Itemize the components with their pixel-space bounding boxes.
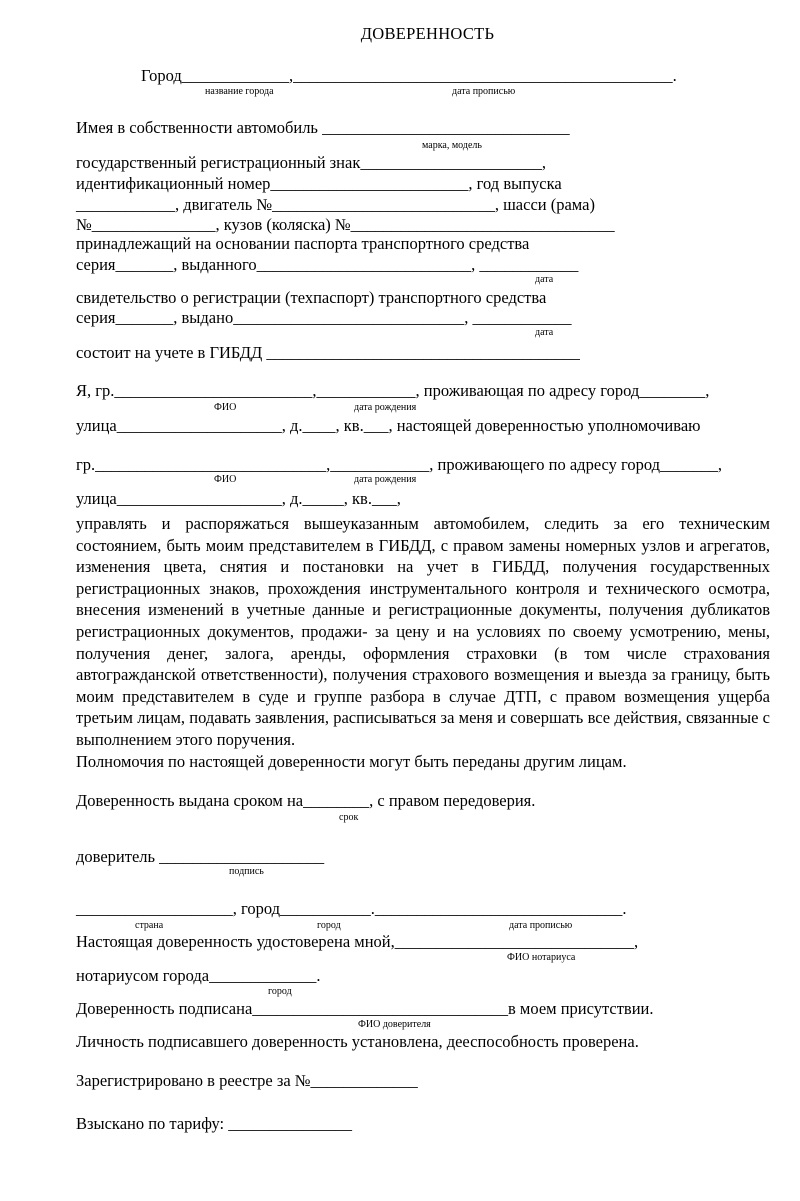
caption-city-name: название города xyxy=(205,86,274,97)
caption-term: срок xyxy=(339,812,359,823)
notary-city-line: нотариусом города_____________. xyxy=(76,966,321,985)
owner-line: Имея в собственности автомобиль ______________________________ xyxy=(76,118,570,137)
caption-signature: подпись xyxy=(229,866,264,877)
registry-line: Зарегистрировано в реестре за №_____________ xyxy=(76,1071,418,1090)
registered-line: состоит на учете в ГИБДД ______________________________________ xyxy=(76,343,580,362)
certified-line: Настоящая доверенность удостоверена мной,_____________________________, xyxy=(76,932,639,951)
fee-line: Взыскано по тарифу: _______________ xyxy=(76,1114,353,1133)
powers-paragraph: управлять и распоряжаться вышеуказанным автомобилем, следить за его техническим состоянием, быть моим представителем в ГИБДД, с правом замены номерных узлов и агрегатов, изменения цвета, снятия и постановки на учет в ГИБДД, получения государственных регистрационных знаков, прохождения инструментального контроля и технического осмотра, внесения изменений в учетные данные и регистрационные документы, получения дубликатов регистрационных документов, продажи- за цену и на условиях по своему усмотрению, мены, получения денег, залога, аренды, оформления страховки (в том числе страхования автогражданской ответственности), получения страхового возмещения и выезда за границу, быть моим представителем в суде и группе разбора в случае ДТП, с правом возмещения ущерба третьим лицам, подавать заявления, расписываться за меня и совершать все действия, связанные с выполнением этого поручения. xyxy=(76,514,770,749)
pts-series-line: серия_______, выданного__________________________, ____________ xyxy=(76,255,579,274)
caption-principal-fio: ФИО доверителя xyxy=(358,1019,431,1030)
term-line: Доверенность выдана сроком на________, с правом передоверия. xyxy=(76,791,536,810)
engine-line: ____________, двигатель №___________________________, шасси (рама) xyxy=(76,195,595,214)
belongs-line: принадлежащий на основании паспорта транспортного средства xyxy=(76,234,530,253)
place-date-line: ___________________, город___________.______________________________. xyxy=(76,899,627,918)
caption-date-words: дата прописью xyxy=(452,86,516,97)
document-title: ДОВЕРЕННОСТЬ xyxy=(360,24,495,43)
city-date-line: Город_____________,______________________________________________. xyxy=(141,66,677,85)
caption-country: страна xyxy=(135,920,164,931)
caption-date-words-2: дата прописью xyxy=(509,920,573,931)
caption-make-model: марка, модель xyxy=(422,140,482,151)
caption-city-2: город xyxy=(268,986,292,997)
vin-line: идентификационный номер________________________, год выпуска xyxy=(76,174,562,193)
body-line: №_______________, кузов (коляска) №________________________________ xyxy=(76,215,615,234)
attorney-street-line: улица____________________, д._____, кв.___, xyxy=(76,489,401,508)
grantor-street-line: улица____________________, д.____, кв.___, настоящей доверенностью уполномочиваю xyxy=(76,416,701,435)
caption-birth-2: дата рождения xyxy=(354,474,417,485)
principal-line: доверитель ____________________ xyxy=(76,847,325,866)
caption-birth-1: дата рождения xyxy=(354,402,417,413)
grantor-line: Я, гр.________________________,____________, проживающая по адресу город________, xyxy=(76,381,710,400)
caption-fio-2: ФИО xyxy=(214,474,237,485)
attorney-line: гр.____________________________,____________, проживающего по адресу город_______, xyxy=(76,455,722,474)
caption-date-1: дата xyxy=(535,274,554,285)
reg-sign-line: государственный регистрационный знак______________________, xyxy=(76,153,546,172)
transfer-line: Полномочия по настоящей доверенности могут быть переданы другим лицам. xyxy=(76,752,627,771)
caption-city: город xyxy=(317,920,341,931)
caption-fio-1: ФИО xyxy=(214,402,237,413)
caption-date-2: дата xyxy=(535,327,554,338)
caption-notary-fio: ФИО нотариуса xyxy=(507,952,576,963)
identity-line: Личность подписавшего доверенность установлена, дееспособность проверена. xyxy=(76,1032,639,1051)
cert-series-line: серия_______, выдано____________________________, ____________ xyxy=(76,308,572,327)
certificate-line: свидетельство о регистрации (техпаспорт) транспортного средства xyxy=(76,288,547,307)
signed-line: Доверенность подписана_______________________________в моем присутствии. xyxy=(76,999,654,1018)
